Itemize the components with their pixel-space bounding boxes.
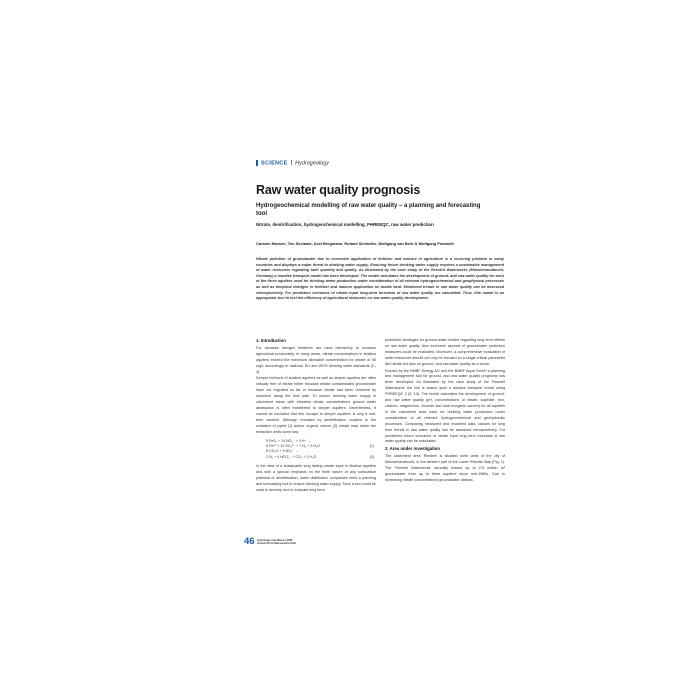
paragraph: In the view of a sustainable long lasting nitrate input in shallow aquifers and with a special emphasis on the finite nature of any subsurface potential of denitrification, water distribution companies need a planning and forecasting tool to ensure drinking water supply. Such a tool could be used to develop and to evaluate long term: [256, 464, 376, 492]
equation-number: (2): [369, 454, 374, 459]
article-page: [244, 160, 511, 550]
article-subtitle: Hydrogeochemical modelling of raw water quality – a planning and forecasting tool: [256, 203, 481, 217]
article-title: Raw water quality prognosis: [256, 183, 421, 197]
paragraph: protection strategies for ground water bodies regarding long term effects on raw water quality. Also economic aspects of groundwater protection measures could be evaluated. Moreover, a comprehensive evaluation of water resources should not only be focused on a single critical parameter like nitrate but also on ground- and raw water quality as a whole.: [385, 338, 505, 366]
equation-row: [266, 455, 374, 460]
section-separator: |: [290, 160, 293, 167]
intro-heading: 1. Introduction: [256, 338, 286, 343]
equation-number: (1): [369, 443, 374, 448]
section-topic: Hydrogeology: [295, 160, 330, 167]
paragraph: Funded by the BMBF Energy AG and the BMBF Aqua GmbH a planning and management tool for ground- and raw water quality prognosis has been developed. As illustrated by the case study of the 'Reestrit Waterworks' the tool is based upon a reactive transport model using PHREEQC 2 [9, 10]. The model calculates the development of ground- and raw water quality (pH, concentrations of nitrate, sulphate, iron, calcium, magnesium, chloride and total inorganic carbon) for all aquifers in the catchment area used for drinking water production under consideration of all relevant hydrogeochemical and geohydraulic processes. Comparing measured and modelled data, causes for long term trends in raw water quality can be assessed retrospectively. For predefined future scenarios of nitrate input long term forecasts of raw water quality can be calculated.: [385, 368, 505, 444]
abstract: Nitrate pollution of groundwater due to excessive application of fertilizer and manure in agriculture is a recurring problem in many countries and displays a major threat to drinking water supply. Ensuring future drinking water supply requires a sustainable management of water resources regarding both quantity and quality. As illustrated by the case study of the Reestrit Waterworks (Münsterlandbucht, Germany) a reactive transport model has been developed. The model calculates the development of ground- and raw water quality for each of the three aquifers used for drinking water production under consideration of all relevant hydrogeochemical and geophysical processes as well as temporal changes in fertilizer and manure application on arable land. Monitored trends in raw water quality can be assessed retrospectively. For prediction scenarios of nitrate input long-term forecasts of raw water quality are calculated. Thus, this model is an appropriate tool to test the efficiency of agricultural measures on raw water quality development.: [256, 257, 504, 301]
equation-line: 5 CH₂O + 4 NO₃⁻ →: [266, 449, 299, 454]
paragraph: For decades nitrogen fertilisers are used intensively to increase agricultural productivity. In many areas, nitrate concentrations in shallow aquifers exceed the maximum allowable concentration for nitrate of 50 mg/L accordingly to national, EU and WHO drinking water standards [1–4].: [256, 345, 376, 374]
section-label: SCIENCE: [261, 160, 288, 167]
section-header: [256, 160, 329, 166]
journal-line: Hydrologie und Wasser 2008: [257, 539, 293, 542]
keywords: Nitrate, denitrification, hydrogeochemical modelling, PHREEQC, raw water prediction: [256, 222, 434, 227]
equation-line: 2 N₂ + 4 HCO₃⁻ + CO₂ + 3 H₂O: [266, 454, 317, 459]
left-column: [256, 338, 376, 495]
equation-block: [266, 439, 376, 461]
section-bar: [256, 160, 258, 166]
paragraph: Deeper horizons of shallow aquifers as well as deeper aquifers are often virtually free of nitrate either because nitrate contaminated groundwater have not migrated so far or because nitrate had been removed by reduction along the flow path. To ensure drinking water supply in catchment areas with elevated nitrate concentrations ground water abstraction is often transferred to deeper aquifers. Nevertheless, it cannot be excluded that this 'escape to deeper aquifers' is only a mid-term solution. Although revealed by denitrification coupled to the oxidation of pyrite [1] and/or organic carbon [2] nitrate may reach the extraction wells some day.: [256, 376, 376, 434]
page-number: 46: [244, 536, 255, 547]
paragraph: The catchment area 'Reestrit' is situated north west of the city of Münsterlandbucht, in the western part of the Lower Rhenish Bay (Fig. 1). The 'Reestrit Waterworks' annually extract up to 2.5 million m³ groundwater from up to three aquifers since mid-1980s. Due to increasing nitrate concentrations groundwater abstrac-: [385, 454, 505, 482]
equation-line: 5 FeS₂ + 14 NO₃⁻ + 4 H⁺ →: [266, 438, 312, 443]
authors: Carsten Hansen, Tim Sevlante, Axel Bergmann, Roland Schindler, Wolfgang van Berk & Wolfgang Podmeth: [256, 241, 454, 246]
area-heading: 2. Area under investigation: [385, 446, 440, 452]
journal-line: Zeitschrift für Wasserwirtschaft: [257, 542, 296, 546]
equation-line: 5 Fe²⁺ + 10 SO₄²⁻ + 7 N₂ + 2 H₂O: [266, 443, 321, 448]
journal-name: [257, 539, 296, 546]
right-column: [385, 338, 505, 485]
page-footer: [244, 536, 364, 550]
